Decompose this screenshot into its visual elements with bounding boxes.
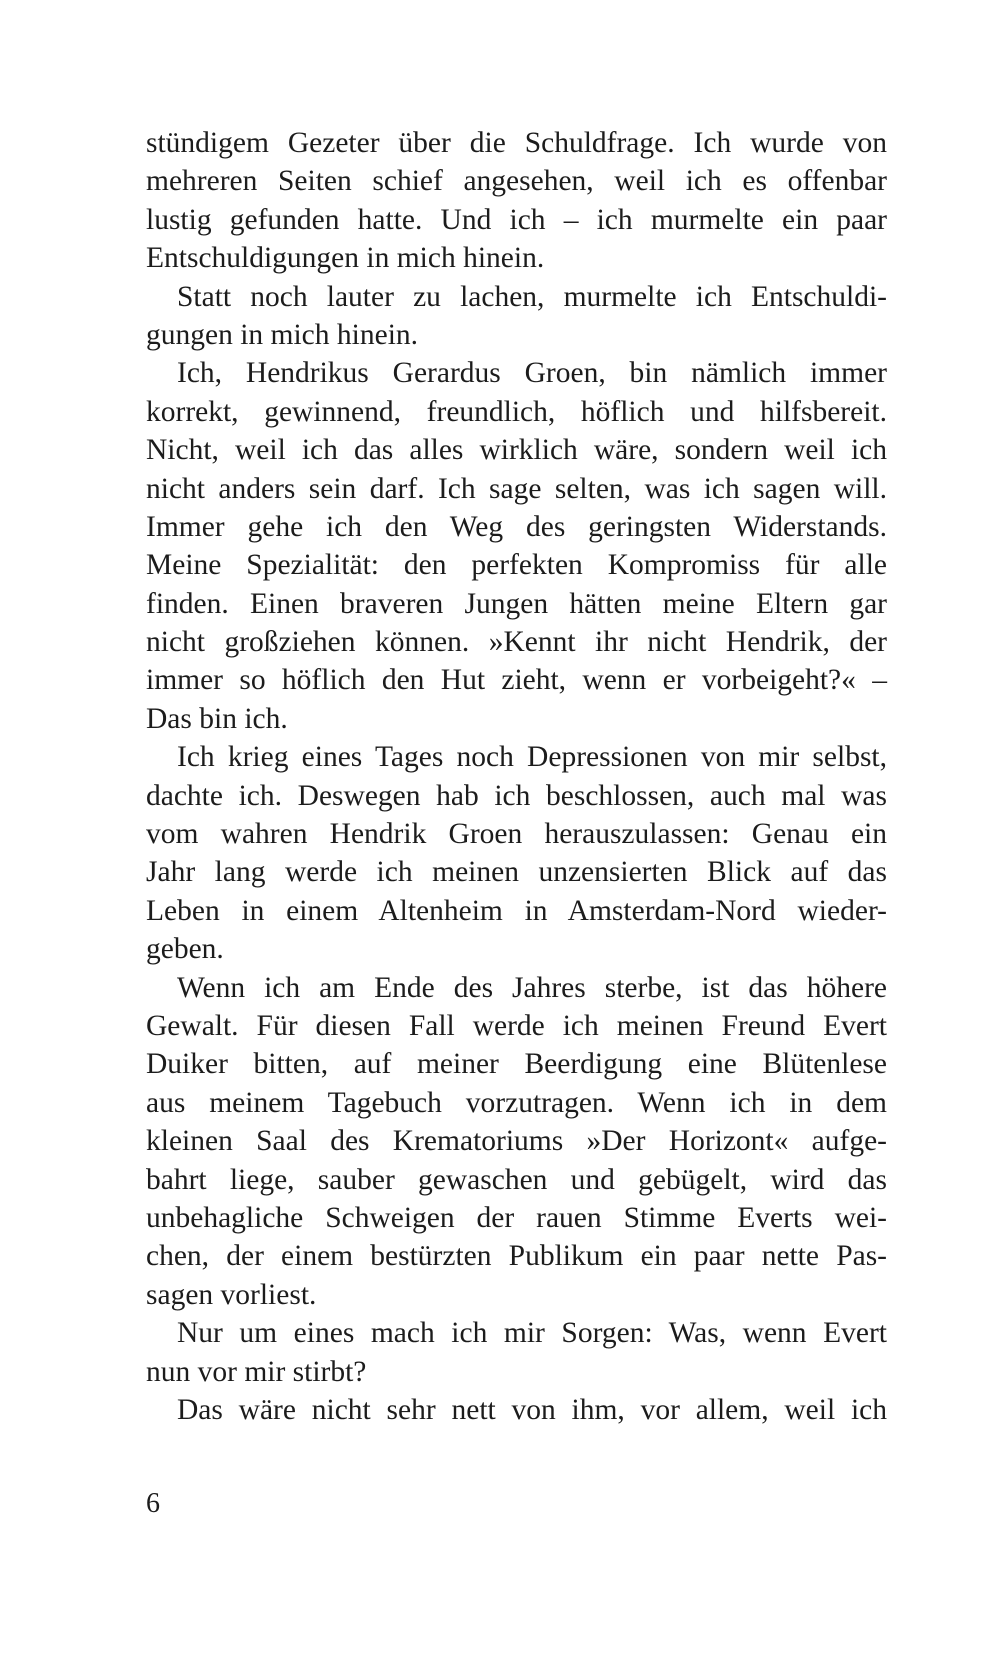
text-line: Entschuldigungen in mich hinein. (146, 242, 545, 275)
text-line: Jahr lang werde ich meinen unzensierten Blick auf das (146, 856, 887, 889)
paragraph (146, 354, 887, 738)
text-line: aus meinem Tagebuch vorzutragen. Wenn ich in dem (146, 1086, 887, 1119)
text-line: unbehagliche Schweigen der rauen Stimme Everts wei- (146, 1201, 887, 1234)
paragraph (146, 1314, 887, 1391)
text-line: chen, der einem bestürzten Publikum ein paar nette Pas- (146, 1240, 887, 1273)
paragraph (146, 124, 887, 278)
text-line: gungen in mich hinein. (146, 318, 419, 351)
text-line: dachte ich. Deswegen hab ich beschlossen, auch mal was (146, 779, 887, 812)
text-line: nicht großziehen können. »Kennt ihr nicht Hendrik, der (146, 626, 887, 659)
text-line: korrekt, gewinnend, freundlich, höflich und hilfsbereit. (146, 395, 887, 428)
text-line: bahrt liege, sauber gewaschen und gebügelt, wird das (146, 1163, 887, 1196)
text-line: geben. (146, 933, 224, 966)
text-line: stündigem Gezeter über die Schuldfrage. Ich wurde von (146, 127, 887, 159)
text-line: Ich krieg eines Tages noch Depressionen von mir selbst, (177, 741, 887, 774)
text-line: Statt noch lauter zu lachen, murmelte ich Entschuldi- (177, 280, 887, 313)
paragraph (146, 1391, 887, 1429)
text-line: nicht anders sein darf. Ich sage selten, was ich sagen will. (146, 472, 887, 505)
page-number: 6 (146, 1488, 160, 1519)
text-line: mehreren Seiten schief angesehen, weil ich es offenbar (146, 165, 887, 198)
text-line: lustig gefunden hatte. Und ich – ich murmelte ein paar (146, 203, 887, 236)
text-line: Gewalt. Für diesen Fall werde ich meinen Freund Evert (146, 1009, 887, 1042)
text-line: Leben in einem Altenheim in Amsterdam-Nord wieder- (146, 894, 887, 927)
text-line: nun vor mir stirbt? (146, 1355, 367, 1388)
body-text (146, 124, 887, 1429)
paragraph (146, 278, 887, 355)
text-line: Wenn ich am Ende des Jahres sterbe, ist das höhere (177, 971, 887, 1004)
text-line: Nur um eines mach ich mir Sorgen: Was, wenn Evert (177, 1317, 887, 1350)
text-line: Nicht, weil ich das alles wirklich wäre, sondern weil ich (146, 434, 887, 467)
text-line: kleinen Saal des Krematoriums »Der Horizont« aufge- (146, 1125, 887, 1158)
text-line: immer so höflich den Hut zieht, wenn er vorbeigeht?« – (146, 664, 887, 697)
text-line: Ich, Hendrikus Gerardus Groen, bin nämlich immer (177, 357, 887, 390)
text-line: Meine Spezialität: den perfekten Kompromiss für alle (146, 549, 887, 582)
text-line: Das wäre nicht sehr nett von ihm, vor allem, weil ich (177, 1393, 887, 1426)
text-line: finden. Einen braveren Jungen hätten meine Eltern gar (146, 587, 887, 620)
text-line: Das bin ich. (146, 702, 288, 735)
paragraph (146, 738, 887, 968)
text-line: Duiker bitten, auf meiner Beerdigung eine Blütenlese (146, 1048, 887, 1081)
text-line: Immer gehe ich den Weg des geringsten Widerstands. (146, 510, 887, 543)
text-line: vom wahren Hendrik Groen herauszulassen: Genau ein (146, 818, 887, 851)
text-line: sagen vorliest. (146, 1278, 317, 1311)
paragraph (146, 969, 887, 1315)
